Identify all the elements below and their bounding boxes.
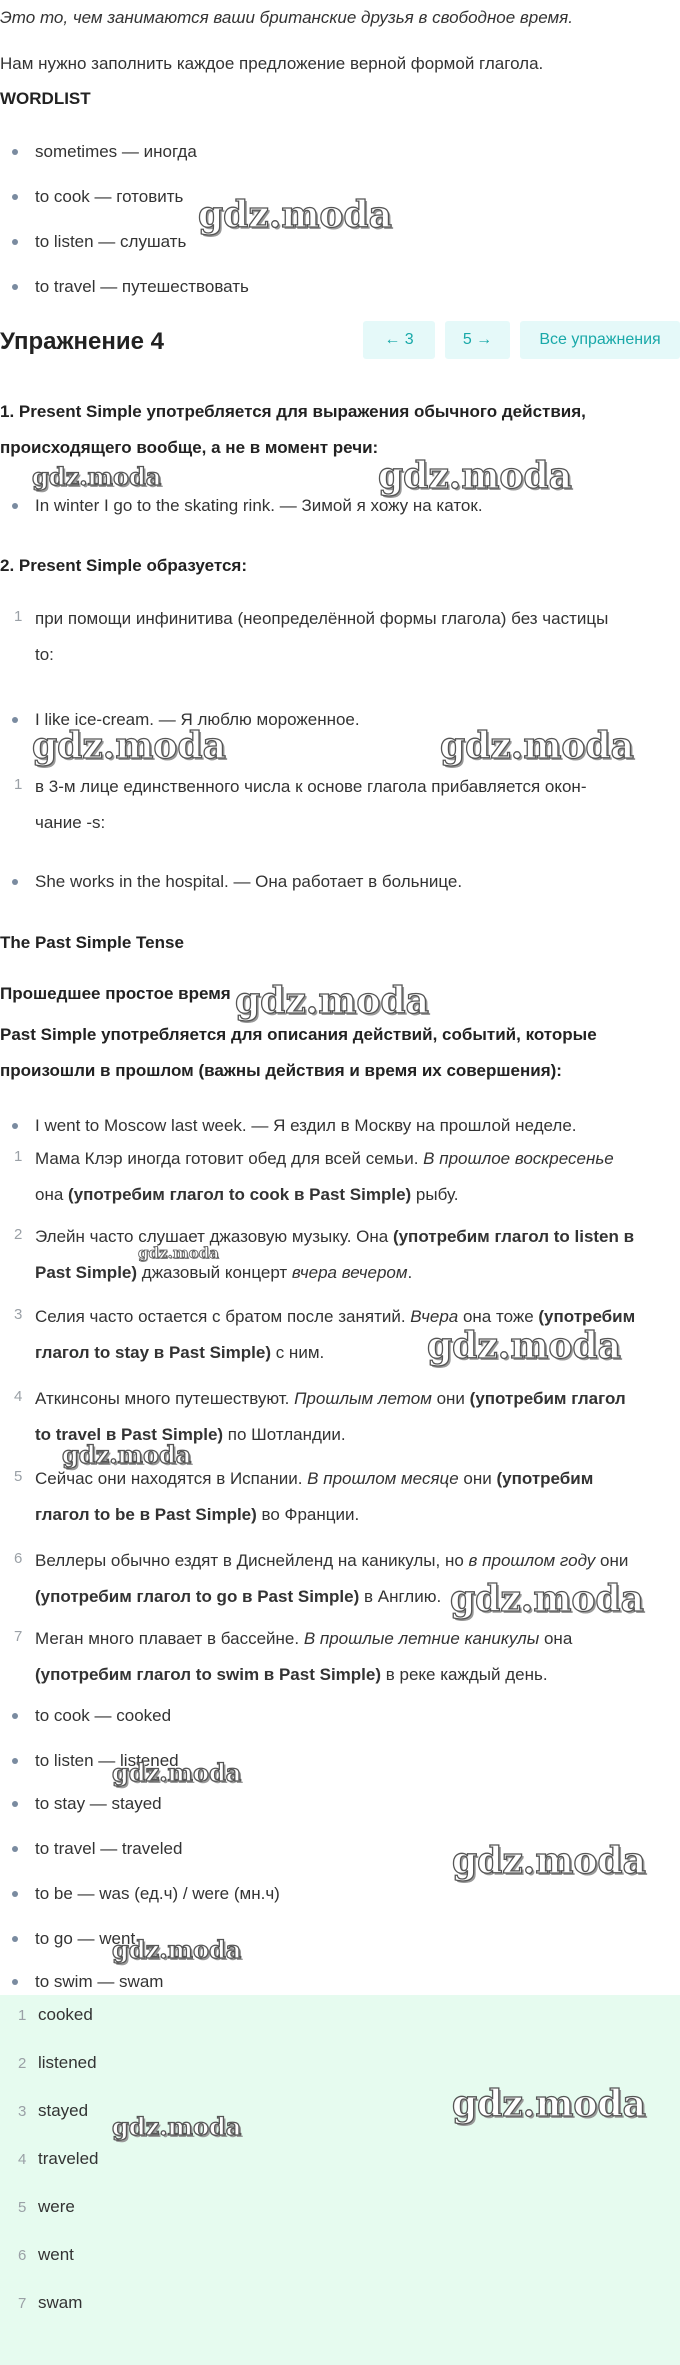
example-4: I went to Moscow last week. — Я ездил в Москву на прошлой неделе. <box>35 1116 577 1135</box>
watermark: gdz.moda <box>452 1840 646 1882</box>
list-number: 1 <box>14 608 23 625</box>
bullet-icon <box>12 149 18 155</box>
bullet-icon <box>12 284 18 290</box>
past-description-b: произошли в прошлом (важны действия и время их совершения): <box>0 1061 562 1080</box>
answer-row <box>0 2235 680 2283</box>
bullet-icon <box>12 717 18 723</box>
example-2: I like ice-cream. — Я люблю мороженное. <box>35 710 360 729</box>
watermark: gdz.moda <box>235 980 429 1022</box>
task-number: 3 <box>14 1306 23 1323</box>
wordlist-item: to cook — готовить <box>35 187 184 206</box>
watermark: gdz.moda <box>452 2083 646 2125</box>
bullet-icon <box>12 1123 18 1129</box>
answer-number: 3 <box>18 2103 27 2120</box>
verb-form-item: to stay — stayed <box>35 1794 162 1813</box>
exercise-title: Упражнение 4 <box>0 328 164 355</box>
watermark: gdz.moda <box>440 725 634 767</box>
task-number: 2 <box>14 1226 23 1243</box>
bullet-icon <box>12 1979 18 1985</box>
answer-value: stayed <box>38 2101 89 2120</box>
answer-value: went <box>38 2245 74 2264</box>
task-1-line-1: Мама Клэр иногда готовит обед для всей семьи. В прошлое воскресенье <box>35 1149 614 1168</box>
answer-number: 5 <box>18 2199 27 2216</box>
task-number: 5 <box>14 1468 23 1485</box>
task-3-line-1: Селия часто остается с братом после занятий. Вчера она тоже (употребим <box>35 1307 636 1326</box>
answer-value: listened <box>38 2053 97 2072</box>
theory-p1b: происходящего вообще, а не в момент речи: <box>0 438 379 457</box>
watermark: gdz.moda <box>138 1244 219 1262</box>
wordlist-item: sometimes — иногда <box>35 142 197 161</box>
theory-item-1: при помощи инфинитива (неопределённой формы глагола) без частицы <box>35 609 609 628</box>
task-4-line-2: to travel в Past Simple) по Шотландии. <box>35 1425 346 1444</box>
answer-value: swam <box>38 2293 83 2312</box>
task-2-line-1: Элейн часто слушает джазовую музыку. Она (употребим глагол to listen в <box>35 1227 635 1246</box>
watermark: gdz.moda <box>32 462 162 491</box>
verb-form-item: to listen — listened <box>35 1751 179 1770</box>
answer-number: 1 <box>18 2007 27 2024</box>
task-number: 4 <box>14 1388 23 1405</box>
answer-row <box>0 2283 680 2331</box>
theory-item-2b: чание -s: <box>35 813 106 832</box>
answer-value: cooked <box>38 2005 93 2024</box>
bullet-icon <box>12 503 18 509</box>
bullet-icon <box>12 879 18 885</box>
watermark: gdz.moda <box>450 1578 644 1620</box>
task-5-line-1: Сейчас они находятся в Испании. В прошлом месяце они (употребим <box>35 1469 594 1488</box>
task-6-line-2: (употребим глагол to go в Past Simple) в Англию. <box>35 1587 442 1606</box>
verb-form-item: to go — went <box>35 1929 136 1948</box>
answers-block <box>0 1995 680 2365</box>
bullet-icon <box>12 1801 18 1807</box>
bullet-icon <box>12 1936 18 1942</box>
theory-item-2: в 3-м лице единственного числа к основе глагола прибавляется окон- <box>35 777 587 796</box>
bullet-icon <box>12 1713 18 1719</box>
answer-row <box>0 2139 680 2187</box>
task-6-line-1: Веллеры обычно ездят в Диснейленд на каникулы, но в прошлом году они <box>35 1551 629 1570</box>
watermark: gdz.moda <box>198 194 392 236</box>
answer-row <box>0 2187 680 2235</box>
past-title: The Past Simple Tense <box>0 933 184 952</box>
bullet-icon <box>12 1758 18 1764</box>
bullet-icon <box>12 239 18 245</box>
answer-row <box>0 1995 680 2043</box>
bullet-icon <box>12 194 18 200</box>
theory-p1: 1. Present Simple употребляется для выражения обычного действия, <box>0 402 586 421</box>
watermark: gdz.moda <box>32 725 226 767</box>
wordlist-title: WORDLIST <box>0 89 91 108</box>
bullet-icon <box>12 1891 18 1897</box>
verb-form-item: to cook — cooked <box>35 1706 172 1725</box>
theory-p2: 2. Present Simple образуется: <box>0 556 248 575</box>
task-number: 1 <box>14 1148 23 1165</box>
all-exercises-button[interactable]: Все упражнения <box>520 321 680 359</box>
watermark: gdz.moda <box>427 1325 621 1367</box>
wordlist-item: to travel — путешествовать <box>35 277 249 296</box>
exercise-header <box>0 314 680 370</box>
watermark: gdz.moda <box>112 1935 242 1964</box>
task-5-line-2: глагол to be в Past Simple) во Франции. <box>35 1505 360 1524</box>
prev-exercise-button[interactable]: ← 3 <box>363 321 435 359</box>
bullet-icon <box>12 1846 18 1852</box>
watermark: gdz.moda <box>112 1758 242 1787</box>
intro-line-2: Нам нужно заполнить каждое предложение верной формой глагола. <box>0 54 544 73</box>
theory-item-1b: to: <box>35 645 54 664</box>
verb-form-item: to swim — swam <box>35 1972 164 1991</box>
next-exercise-button[interactable]: 5 → <box>445 321 510 359</box>
answer-number: 2 <box>18 2055 27 2072</box>
task-7-line-2: (употребим глагол to swim в Past Simple) в реке каждый день. <box>35 1665 548 1684</box>
task-4-line-1: Аткинсоны много путешествуют. Прошлым летом они (употребим глагол <box>35 1389 626 1408</box>
past-subtitle: Прошедшее простое время <box>0 984 231 1003</box>
list-number: 1 <box>14 776 23 793</box>
task-2-line-2: Past Simple) джазовый концерт вчера вечером. <box>35 1263 413 1282</box>
watermark: gdz.moda <box>378 455 572 497</box>
example-1: In winter I go to the skating rink. — Зимой я хожу на каток. <box>35 496 483 515</box>
task-number: 6 <box>14 1550 23 1567</box>
answer-number: 6 <box>18 2247 27 2264</box>
watermark: gdz.moda <box>62 1440 192 1469</box>
past-description: Past Simple употребляется для описания действий, событий, которые <box>0 1025 597 1044</box>
watermark: gdz.moda <box>112 2112 242 2141</box>
intro-line-1: Это то, чем занимаются ваши британские друзья в свободное время. <box>0 8 573 27</box>
wordlist-item: to listen — слушать <box>35 232 187 251</box>
task-1-line-2: она (употребим глагол to cook в Past Simple) рыбу. <box>35 1185 459 1204</box>
verb-form-item: to be — was (ед.ч) / were (мн.ч) <box>35 1884 280 1903</box>
example-3: She works in the hospital. — Она работает в больнице. <box>35 872 463 891</box>
task-number: 7 <box>14 1628 23 1645</box>
answer-number: 7 <box>18 2295 27 2312</box>
answer-value: traveled <box>38 2149 99 2168</box>
answer-number: 4 <box>18 2151 27 2168</box>
task-7-line-1: Меган много плавает в бассейне. В прошлые летние каникулы она <box>35 1629 573 1648</box>
verb-form-item: to travel — traveled <box>35 1839 183 1858</box>
task-3-line-2: глагол to stay в Past Simple) с ним. <box>35 1343 325 1362</box>
answer-value: were <box>38 2197 75 2216</box>
